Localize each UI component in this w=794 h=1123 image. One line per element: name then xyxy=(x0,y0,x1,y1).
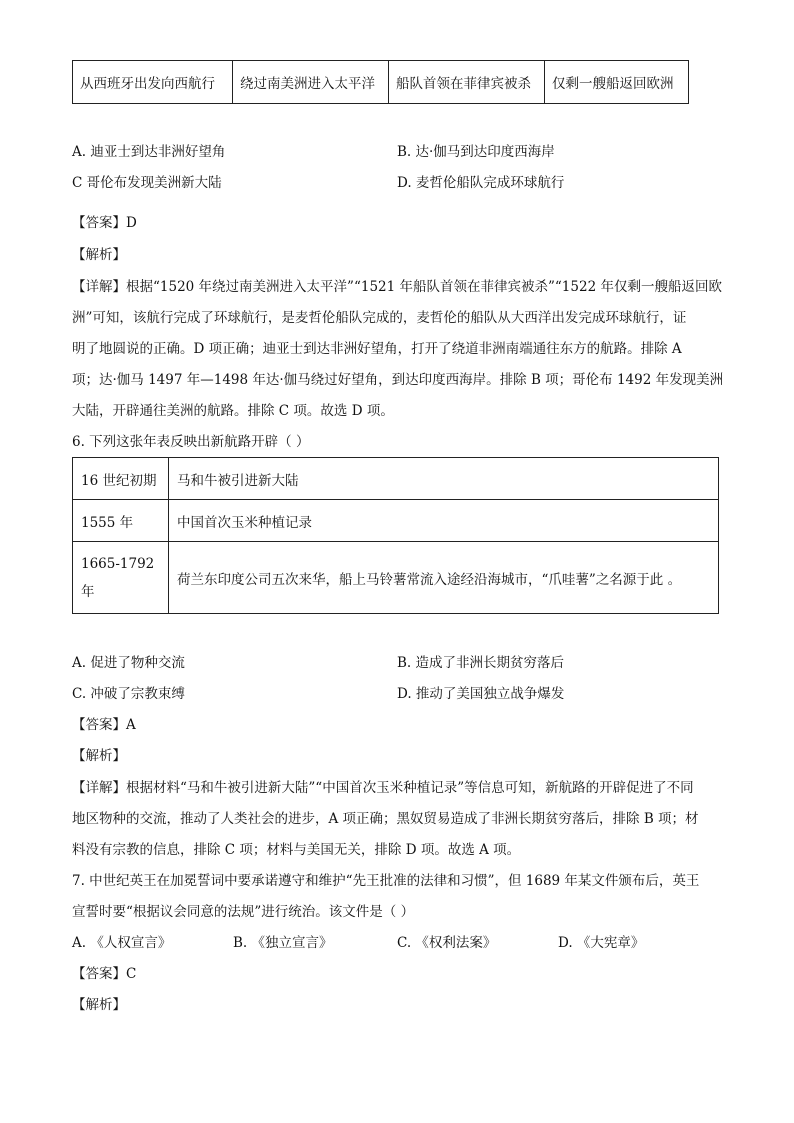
q5-answer: 【答案】D xyxy=(72,215,137,231)
q5-analysis-label: 【解析】 xyxy=(72,247,126,263)
q7-stem-line: 宣誓时要“根据议会同意的法规”进行统治。该文件是（ ） xyxy=(72,904,415,920)
chronology-table xyxy=(72,457,719,614)
q7-option-b: B. 《独立宣言》 xyxy=(233,935,333,951)
q6-stem: 6. 下列这张年表反映出新航路开辟（ ） xyxy=(72,434,310,450)
table-row xyxy=(73,500,719,542)
q5-detail-line: 大陆，开辟通往美洲的航路。排除 C 项。故选 D 项。 xyxy=(72,403,394,419)
event-cell: 荷兰东印度公司五次来华，船上马铃薯常流入途经沿海城市，“爪哇薯”之名源于此 。 xyxy=(169,542,719,614)
q6-detail-line: 地区物种的交流，推动了人类社会的进步，A 项正确；黑奴贸易造成了非洲长期贫穷落后，排除 B 项；材 xyxy=(72,811,699,827)
q7-analysis-label: 【解析】 xyxy=(72,997,126,1013)
q6-option-c: C. 冲破了宗教束缚 xyxy=(72,686,185,702)
route-cell: 船队首领在菲律宾被杀 xyxy=(389,61,545,104)
route-cell: 从西班牙出发向西航行 xyxy=(73,61,233,104)
q6-option-b: B. 造成了非洲长期贫穷落后 xyxy=(397,655,565,671)
year-cell xyxy=(73,542,169,614)
table-row xyxy=(73,458,719,500)
route-cell: 仅剩一艘船返回欧洲 xyxy=(545,61,689,104)
q6-option-d: D. 推动了美国独立战争爆发 xyxy=(397,686,565,702)
event-cell: 马和牛被引进新大陆 xyxy=(169,458,719,500)
q6-detail-line: 料没有宗教的信息，排除 C 项；材料与美国无关，排除 D 项。故选 A 项。 xyxy=(72,842,521,858)
q6-option-a: A. 促进了物种交流 xyxy=(72,655,185,671)
q5-option-d: D. 麦哲伦船队完成环球航行 xyxy=(397,175,565,191)
q6-detail-line: 【详解】根据材料“马和牛被引进新大陆”“中国首次玉米种植记录”等信息可知，新航路的开辟促进了不同 xyxy=(72,780,694,796)
route-table xyxy=(72,60,689,104)
year-line: 1665-1792 xyxy=(81,555,155,572)
q7-option-a: A. 《人权宣言》 xyxy=(72,935,172,951)
q5-detail-line: 项；达·伽马 1497 年—1498 年达·伽马绕过好望角，到达印度西海岸。排除 B 项；哥伦布 1492 年发现美洲 xyxy=(72,372,724,388)
q7-answer: 【答案】C xyxy=(72,966,137,982)
table-row xyxy=(73,542,719,614)
route-cell: 绕过南美洲进入太平洋 xyxy=(233,61,389,104)
q7-option-c: C. 《权利法案》 xyxy=(397,935,497,951)
q5-detail-line: 洲”可知，该航行完成了环球航行，是麦哲伦船队完成的，麦哲伦的船队从大西洋出发完成环球航行，证 xyxy=(72,310,687,326)
event-cell: 中国首次玉米种植记录 xyxy=(169,500,719,542)
year-cell: 1555 年 xyxy=(73,500,169,542)
q5-option-a: A. 迪亚士到达非洲好望角 xyxy=(72,144,226,160)
year-cell: 16 世纪初期 xyxy=(73,458,169,500)
q5-option-c: C 哥伦布发现美洲新大陆 xyxy=(72,175,222,191)
q5-option-b: B. 达·伽马到达印度西海岸 xyxy=(397,144,555,160)
q6-analysis-label: 【解析】 xyxy=(72,748,126,764)
q7-option-d: D. 《大宪章》 xyxy=(558,935,645,951)
q5-detail-line: 【详解】根据“1520 年绕过南美洲进入太平洋”“1521 年船队首领在菲律宾被杀”“1522 年仅剩一艘船返回欧 xyxy=(72,279,722,295)
q5-detail-line: 明了地圆说的正确。D 项正确；迪亚士到达非洲好望角，打开了绕道非洲南端通往东方的航路。排除 A xyxy=(72,341,682,357)
q6-answer: 【答案】A xyxy=(72,717,136,733)
year-line: 年 xyxy=(81,583,95,600)
q7-stem-line: 7. 中世纪英王在加冕誓词中要承诺遵守和维护“先王批准的法律和习惯”，但 1689 年某文件颁布后，英王 xyxy=(72,873,700,889)
table-row xyxy=(73,61,689,104)
